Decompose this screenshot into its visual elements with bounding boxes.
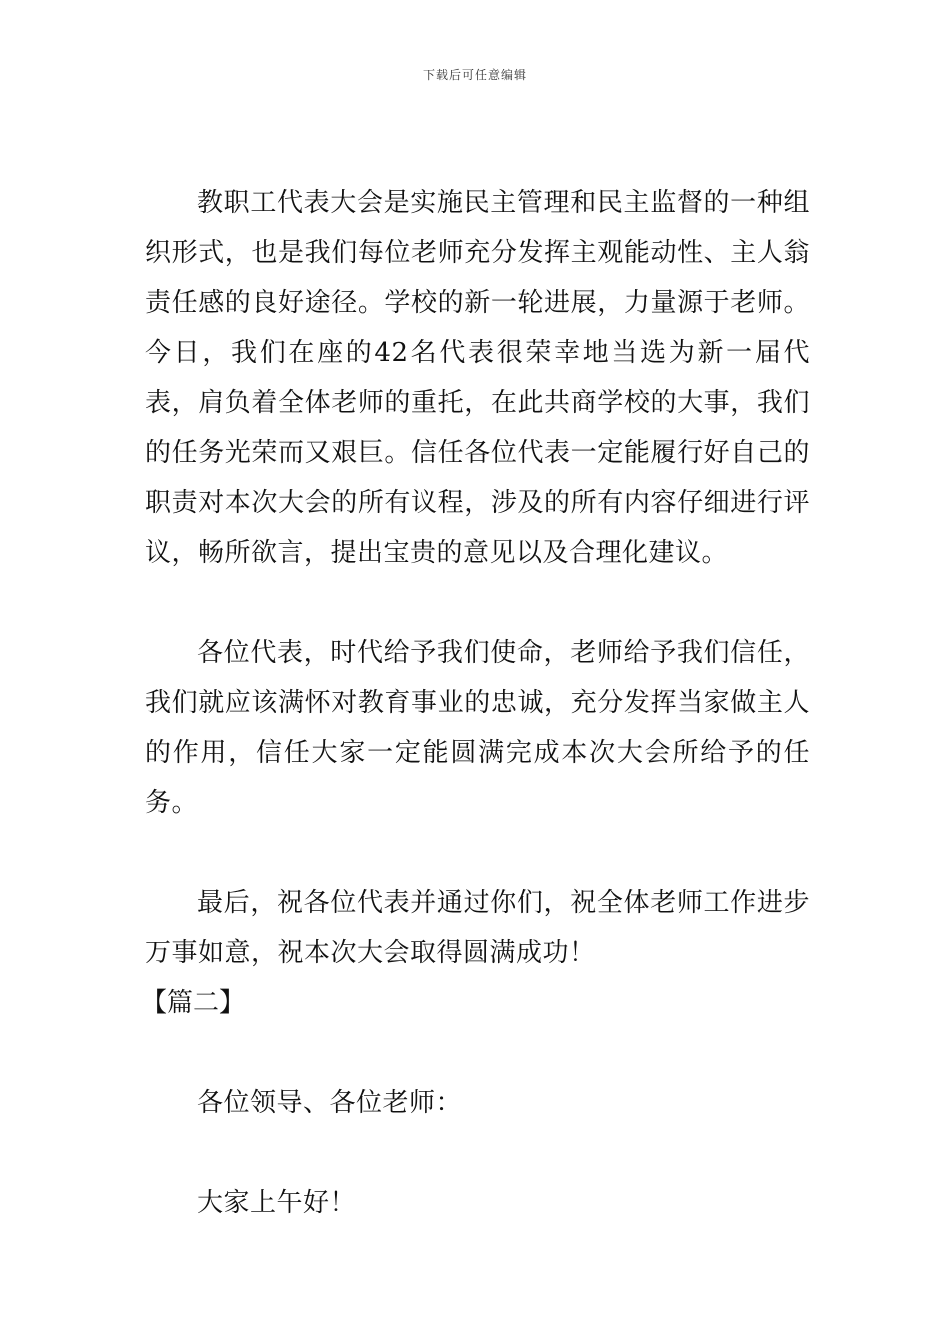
salutation: 各位领导、各位老师： <box>197 1088 463 1118</box>
section-title: 【篇二】 <box>141 988 246 1018</box>
paragraph-1: 教职工代表大会是实施民主管理和民主监督的一种组织形式，也是我们每位老师充分发挥主观能动性、主人翁责任感的良好途径。学校的新一轮进展，力量源于老师。今日，我们在座的42名代表很荣幸地当选为新一届代表，肩负着全体老师的重托，在此共商学校的大事，我们的任务光荣而又艰巨。信任各位代表一定能履行好自己的职责对本次大会的所有议程，涉及的所有内容仔细进行评议，畅所欲言，提出宝贵的意见以及合理化建议。 <box>145 188 810 568</box>
paragraph-2: 各位代表，时代给予我们使命，老师给予我们信任，我们就应该满怀对教育事业的忠诚，充分发挥当家做主人的作用，信任大家一定能圆满完成本次大会所给予的任务。 <box>145 638 810 818</box>
greeting: 大家上午好！ <box>197 1188 357 1218</box>
page-header-note: 下载后可任意编辑 <box>422 68 527 82</box>
document-body <box>141 178 810 1228</box>
paragraph-3: 最后，祝各位代表并通过你们，祝全体老师工作进步万事如意，祝本次大会取得圆满成功！ <box>145 888 810 968</box>
